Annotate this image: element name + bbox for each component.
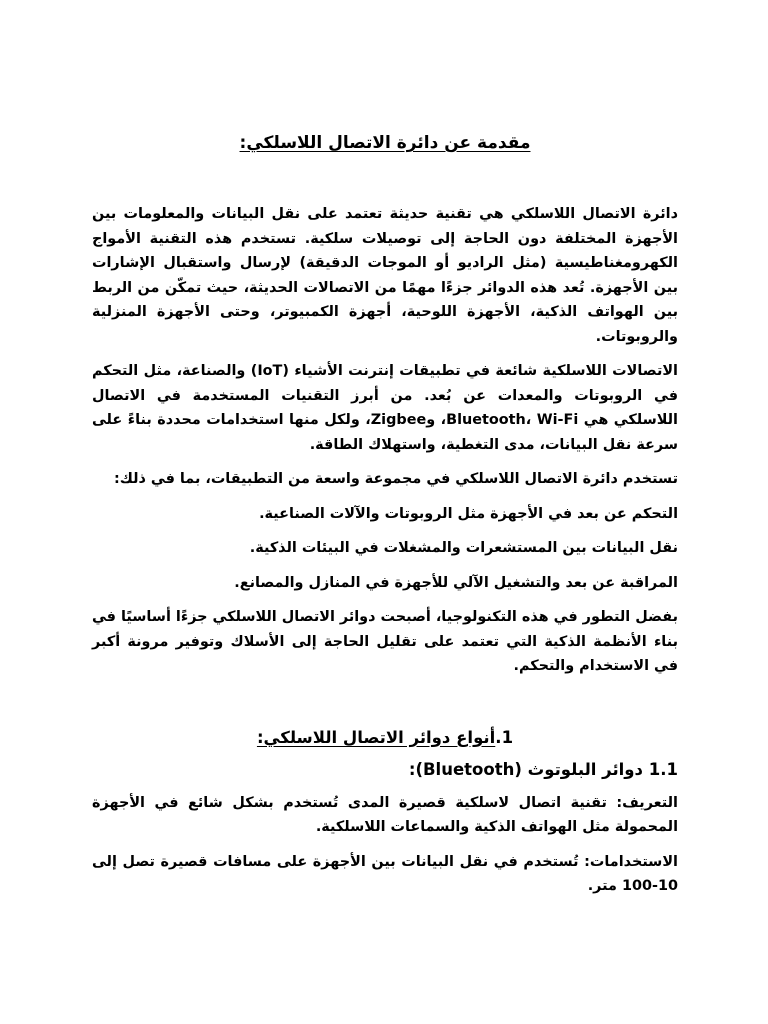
subsection-heading: 1.1 دوائر البلوتوث (Bluetooth): [408, 759, 678, 779]
document-body [92, 202, 678, 909]
application-item-remote-control: التحكم عن بعد في الأجهزة مثل الروبوتات والآلات الصناعية. [259, 505, 678, 522]
bluetooth-definition-paragraph: التعريف: تقنية اتصال لاسلكية قصيرة المدى تُستخدم بشكل شائع في الأجهزة المحمولة مثل الهواتف الذكية والسماعات اللاسلكية. [92, 794, 678, 835]
conclusion-paragraph: بفضل التطور في هذه التكنولوجيا، أصبحت دوائر الاتصال اللاسلكي جزءًا أساسيًا في بناء الأنظمة الذكية التي تعتمد على تقليل الحاجة إلى الأسلاك وتوفير مرونة أكبر في الاستخدام والتحكم. [91, 609, 678, 674]
applications-intro-paragraph: تستخدم دائرة الاتصال اللاسلكي في مجموعة واسعة من التطبيقات، بما في ذلك: [113, 471, 678, 487]
section-spacer [92, 689, 678, 725]
bluetooth-usage-paragraph: الاستخدامات: تُستخدم في نقل البيانات بين الأجهزة على مسافات قصيرة تصل إلى 10-100 متر. [92, 853, 678, 894]
technologies-paragraph: الاتصالات اللاسلكية شائعة في تطبيقات إنترنت الأشياء (IoT) والصناعة، مثل التحكم في الروبوتات والمعدات عن بُعد. من أبرز التقنيات المستخدمة في الاتصال اللاسلكي هي Bluetooth، Wi-Fi، وZigbee، ولكل منها استخدامات محددة بناءً على سرعة نقل البيانات، مدى التغطية، واستهلاك الطاقة. [92, 363, 678, 453]
application-item-monitoring: المراقبة عن بعد والتشغيل الآلي للأجهزة في المنازل والمصانع. [234, 574, 678, 591]
application-item-data-transfer: نقل البيانات بين المستشعرات والمشغلات في البيئات الذكية. [249, 540, 678, 556]
document-page [92, 0, 678, 1024]
section-heading [92, 725, 678, 751]
document-title: مقدمة عن دائرة الاتصال اللاسلكي: [239, 133, 531, 153]
intro-paragraph: دائرة الاتصال اللاسلكي هي تقنية حديثة تعتمد على نقل البيانات والمعلومات بين الأجهزة المختلفة دون الحاجة إلى توصيلات سلكية. تستخدم هذه التقنية الأمواج الكهرومغناطيسية (مثل الراديو أو الموجات الدقيقة) لإرسال واستقبال الإشارات بين الأجهزة. تُعد هذه الدوائر جزءًا مهمًا من الاتصالات الحديثة، حيث تمكّن من الربط بين الهواتف الذكية، الأجهزة اللوحية، أجهزة الكمبيوتر، وحتى الأجهزة المنزلية والروبوتات. [92, 206, 678, 345]
section-heading-label: أنواع دوائر الاتصال اللاسلكي: [256, 727, 496, 747]
section-number: 1. [495, 727, 514, 747]
